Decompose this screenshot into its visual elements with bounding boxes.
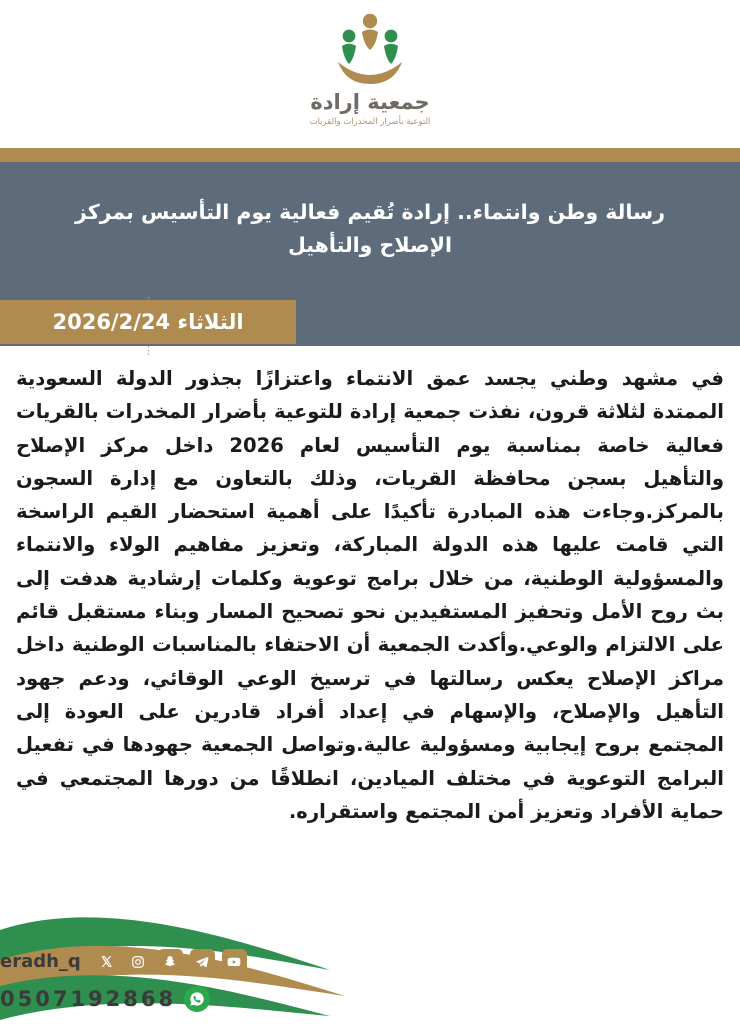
telegram-icon[interactable]: [190, 949, 215, 974]
header-strip: [0, 0, 740, 148]
phone-row: [0, 986, 340, 1012]
footer: [0, 904, 740, 1024]
decorative-dots-2: ⋮: [143, 344, 154, 357]
instagram-icon[interactable]: [126, 949, 151, 974]
x-twitter-icon[interactable]: [94, 949, 119, 974]
article-body: في مشهد وطني يجسد عمق الانتماء واعتزازًا بجذور الدولة السعودية الممتدة لثلاثة قرون، نفذت جمعية إرادة للتوعية بأضرار المخدرات بالقريات فعالية خاصة بمناسبة يوم التأسيس لعام 2026 داخل مركز الإصلاح والتأهيل بسجن محافظة القريات، وذلك بالتعاون مع إدارة السجون بالمركز.وجاءت هذه المبادرة تأكيدًا على أهمية استحضار القيم الراسخة التي قامت عليها هذه الدولة المباركة، وتعزيز مفاهيم الولاء والانتماء والمسؤولية الوطنية، من خلال برامج توعوية وكلمات إرشادية هدفت إلى بث روح الأمل وتحفيز المستفيدين نحو تصحيح المسار وبناء مستقبل قائم على الالتزام والوعي.وأكدت الجمعية أن الاحتفاء بالمناسبات الوطنية داخل مراكز الإصلاح يعكس رسالتها في ترسيخ الوعي الوقائي، ودعم جهود التأهيل والإصلاح، والإسهام في إعداد أفراد قادرين على العودة إلى المجتمع بروح إيجابية ومسؤولية عالية.وتواصل الجمعية جهودها في تفعيل البرامج التوعوية في مختلف الميادين، انطلاقًا من دورها المجتمعي في حماية الأفراد وتعزيز أمن المجتمع واستقراره.: [16, 367, 724, 823]
brand-logo: [275, 12, 465, 127]
brand-tagline: التوعية بأضرار المخدرات والقريات: [309, 117, 431, 127]
social-links-row: [0, 949, 330, 974]
whatsapp-icon[interactable]: [184, 986, 210, 1012]
phone-number: 0507192868: [0, 987, 177, 1011]
gold-divider: [0, 148, 740, 162]
date-badge: الثلاثاء 2026/2/24: [0, 300, 296, 344]
brand-name: جمعية إرادة: [310, 90, 430, 114]
page-title: رسالة وطن وانتماء.. إرادة تُقيم فعالية يوم التأسيس بمركز الإصلاح والتأهيل: [74, 200, 665, 258]
people-plant-logo-icon: [324, 12, 416, 88]
snapchat-icon[interactable]: [158, 949, 183, 974]
social-handle: eradh_q: [0, 951, 81, 972]
youtube-icon[interactable]: [222, 949, 247, 974]
